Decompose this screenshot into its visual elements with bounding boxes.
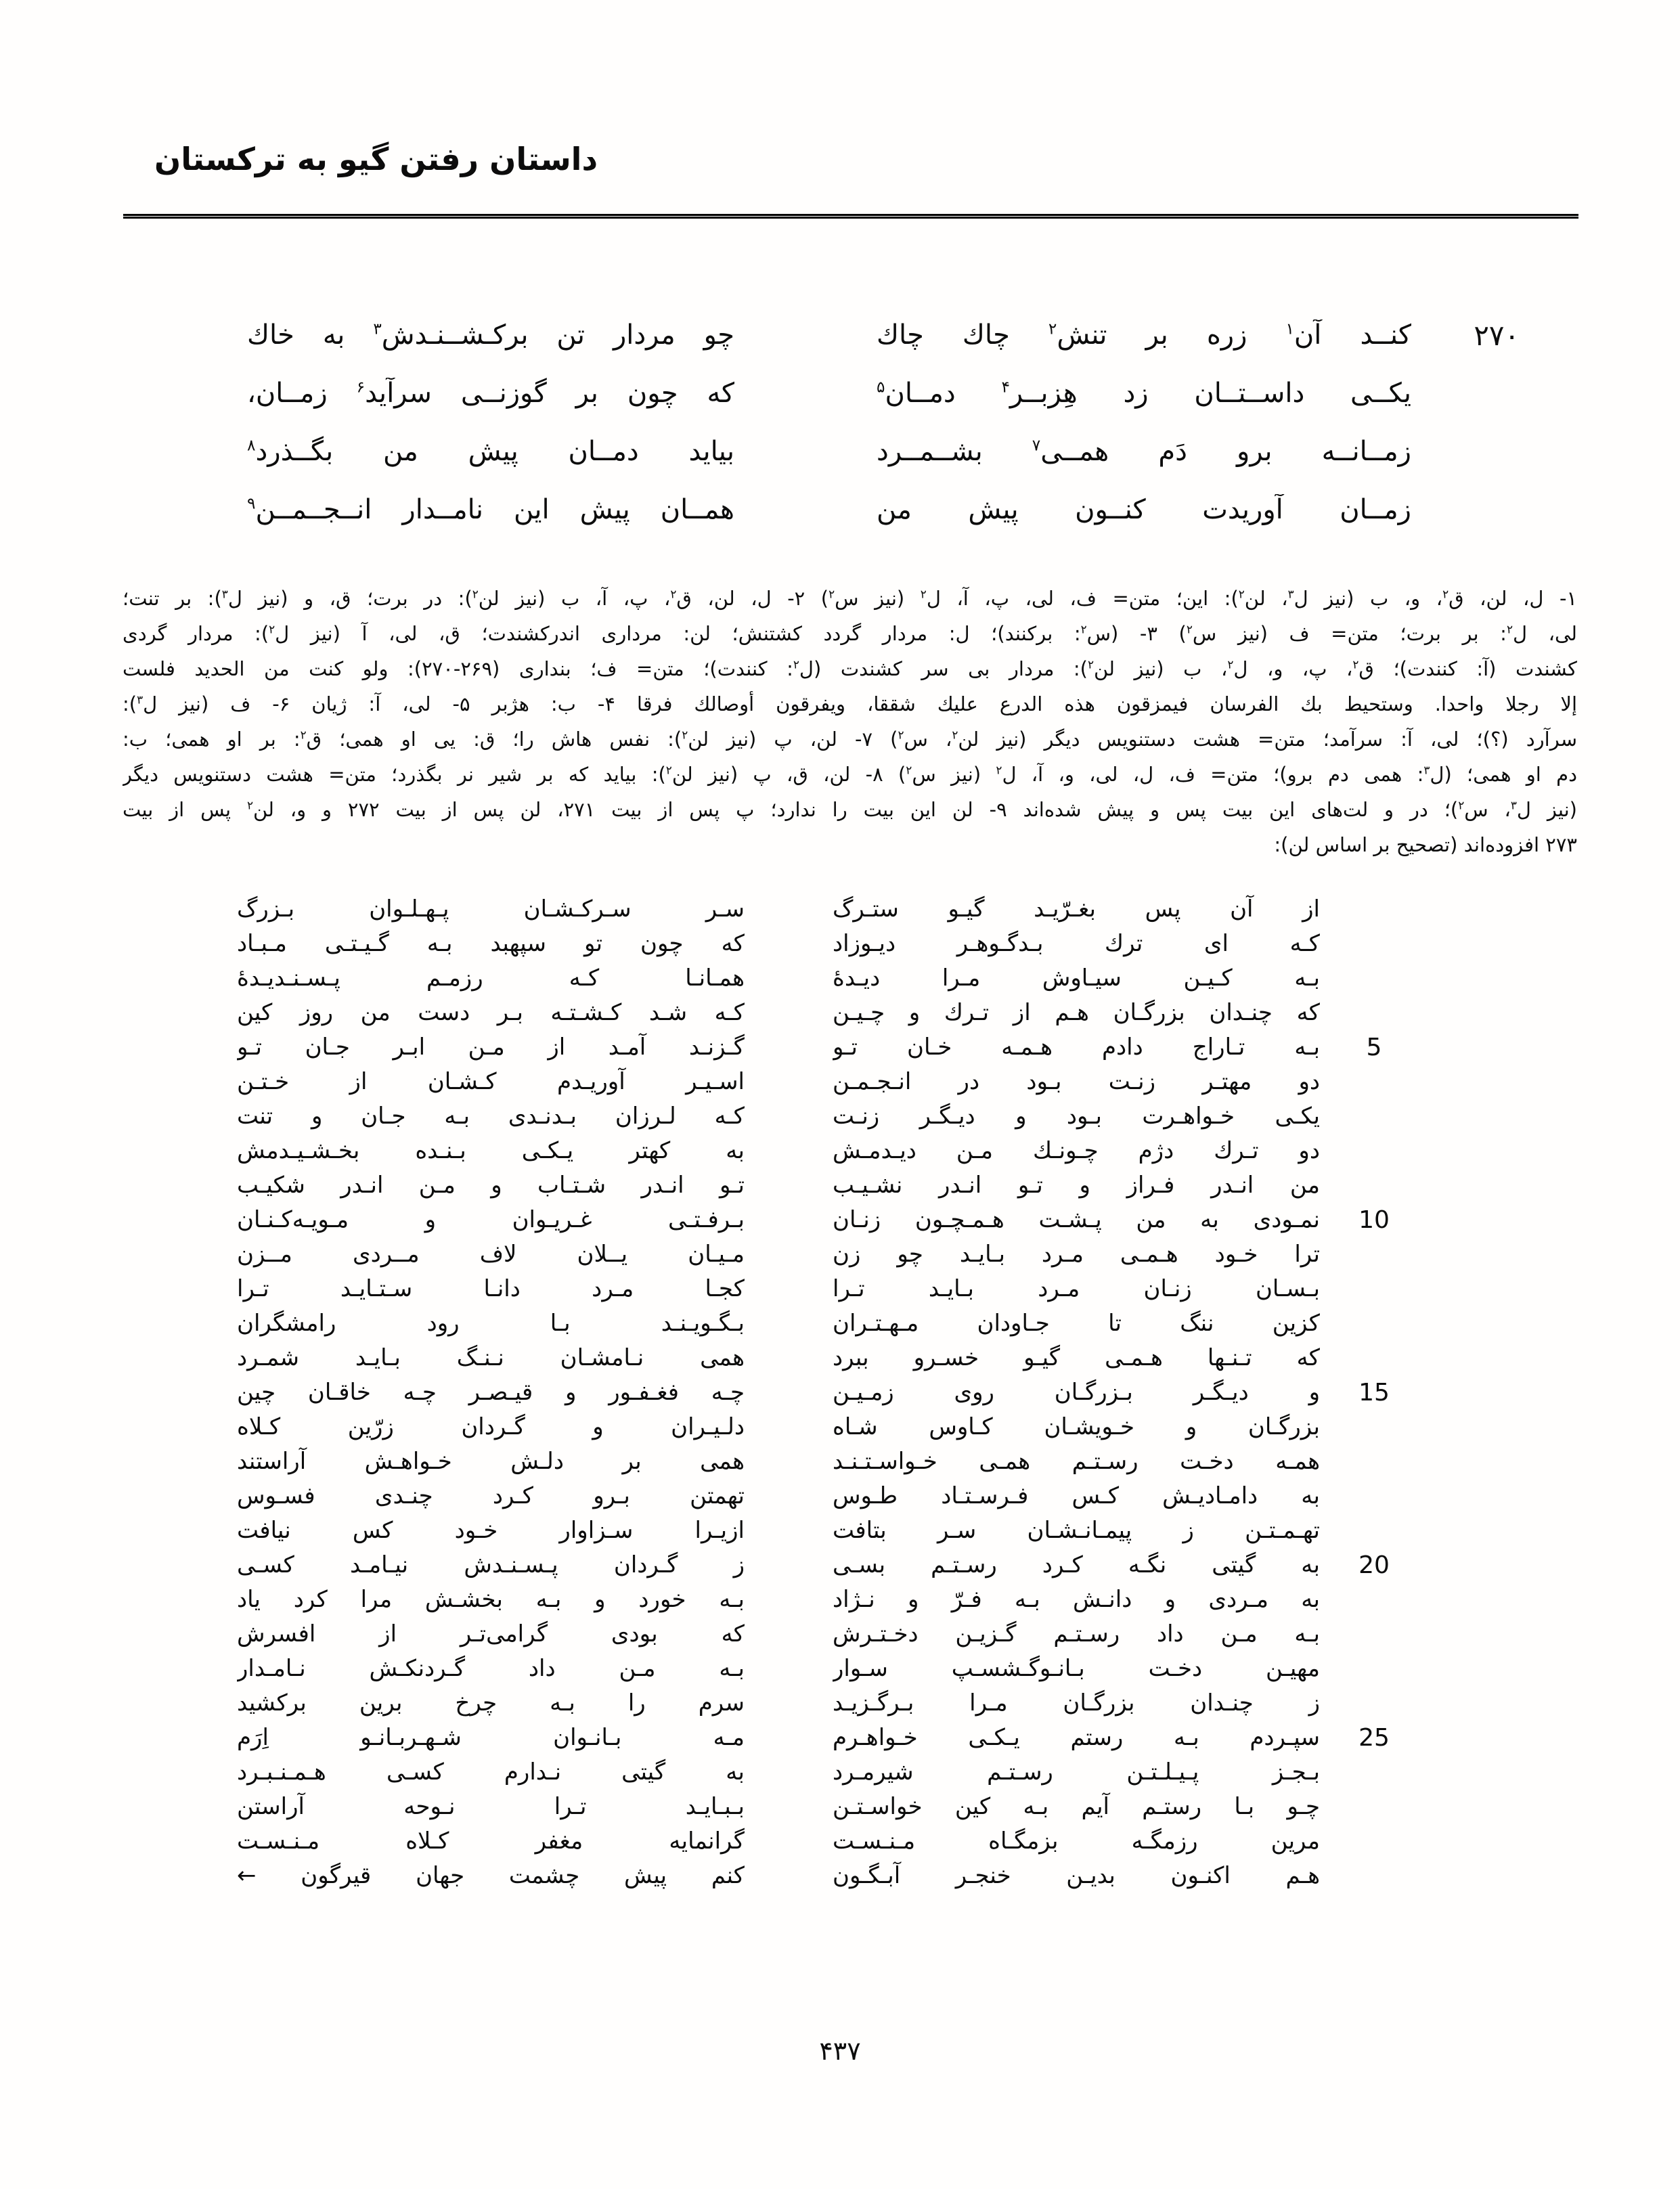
hemistich-right: بزرگـان و خـویشـان كـاوس شـاه: [833, 1413, 1320, 1440]
apparatus-line: لی، ل$^۲$: بر برت؛ متن= ف (نیز س$^۲$) ۳- (س$^۲$: بركنند)؛ ل: مردار گردد كشتنش؛ لن: مرداری اندركشندت؛ ق، لی، آ (نیز ل$^۲$): مردار گردی: [123, 622, 1577, 645]
poem-columns: [237, 892, 1394, 1893]
hemistich-right: ترا خـود هـمـی مـرد بـایـد چو زن: [833, 1241, 1320, 1268]
hemistich-left: بـرفـتـی غـریـوان و مـویـه‌كـنـان: [237, 1206, 745, 1233]
apparatus-line: إلا رجلا واحدا. وستحیط بك الفرسان فیمزقون هذه الدرع علیك شققا، ویفرقون أوصالك فرقا ۴- ب: هژبر ۵- لی، آ: ژیان ۶- ف (نیز ل$^۳$):: [123, 692, 1577, 715]
poem-bayt-row: [237, 1341, 1394, 1375]
poem-bayt-row: [237, 1410, 1394, 1444]
verse-rows: [247, 306, 1520, 539]
hemistich-left: بـگـویـنـد بـا رود رامشگران: [237, 1310, 745, 1337]
poem-bayt-row: [237, 1134, 1394, 1168]
hemistich-right: ز چنـدان بزرگـان مـرا بـرگـزیـد: [833, 1689, 1320, 1717]
verse-bayt-row: [247, 481, 1520, 539]
critical-apparatus: [123, 581, 1577, 862]
hemistich-right: كـه ای ترك بـدگـوهـر دیـوزاد: [833, 930, 1320, 957]
poem-line-number: 25: [1358, 1724, 1390, 1752]
hemistich-right: از آن پس بغـرّیـد گیـو ستـرگ: [833, 896, 1320, 923]
poem-bayt-row: [237, 1030, 1394, 1065]
hemistich-left: كجـا مـرد دانـا سـتـایـد تـرا: [237, 1275, 745, 1302]
hemistich-left: مـیـان یــلان لاف مــردی مــزن: [237, 1241, 745, 1268]
hemistich-right: یكــی داســتــان زد هِزبــر$^۴$ دمــان$^۵$: [877, 378, 1411, 409]
hemistich-right: كه چنـدان بزرگـان هـم از تـرك و چـیـن: [833, 999, 1320, 1026]
verse-bayt-row: [247, 306, 1520, 364]
hemistich-left: به كهتر یـكـی بـنـده بخـشـیـدمش: [237, 1137, 745, 1164]
hemistich-left: چو مردار تن بركـشــنـدش$^۳$ به خاك: [247, 319, 734, 351]
hemistich-left: تـو انـدر شـتـاب و مـن انـدر شكیـب: [237, 1172, 745, 1199]
hemistich-left: گـزنـد آمـد از مـن ابـر جـان تـو: [237, 1034, 745, 1061]
poem-bayt-row: [237, 1513, 1394, 1548]
hemistich-right: بـه تـاراج دادم هـمـه خـان تـو: [833, 1034, 1320, 1061]
apparatus-line: ۱- ل، لن، ق$^۲$، و، ب (نیز ل$^۳$، لن$^۲$): این؛ متن= ف، لی، پ، آ، ل$^۲$ (نیز س$^۲$) ۲- ل، لن، ق$^۲$، پ، آ، ب (نیز لن$^۲$): در برت؛ ق، و (نیز ل$^۳$): بر تنت؛: [123, 587, 1577, 610]
poem-bayt-row: [237, 1686, 1394, 1721]
hemistich-right: چـو بـا رستـم آیم بـه كین خواسـتـن: [833, 1793, 1320, 1820]
chapter-title: داستان رفتن گیو به ترکستان: [154, 141, 598, 177]
hemistich-right: دو تـرك دژم چـونـك مـن دیـدمـش: [833, 1137, 1320, 1164]
apparatus-line: كشندت (آ: كنندت)؛ ق$^۲$، پ، و، ل$^۲$، ب (نیز لن$^۲$): مردار بی سر كشندت (ل$^۲$: كنندت)؛ متن= ف؛ بنداری (۲۶۹-۲۷۰): ولو كنت من الحدید فلست: [123, 657, 1577, 680]
hemistich-left: دلـیـران و گـردان زرّین كـلاه: [237, 1413, 745, 1440]
hemistich-right: كنــد آن$^۱$ زره بر تنش$^۲$ چاك چاك: [877, 319, 1411, 351]
hemistich-right: مرین رزمگـه بزمگـاه مـنـسـت: [833, 1828, 1320, 1855]
poem-bayt-row: [237, 1272, 1394, 1306]
verse-bayt-row: [247, 364, 1520, 422]
poem-line-number: 5: [1366, 1034, 1382, 1061]
hemistich-right: به مـردی و دانـش بـه فـرّ و نـژاد: [833, 1586, 1320, 1613]
apparatus-lines: [123, 581, 1577, 862]
hemistich-left: بـه مـن داد گـردنكـش نـامـدار: [237, 1655, 745, 1682]
hemistich-left: سرم را بـه چرخ برین بركشید: [237, 1689, 745, 1717]
poem-bayt-row: [237, 1824, 1394, 1859]
poem-bayt-row: [237, 1306, 1394, 1341]
apparatus-line: ۲۷۳ افزوده‌اند (تصحیح بر اساس لن):: [1274, 833, 1577, 856]
hemistich-right: كزین ننگ تا جـاودان مـهـتـران: [833, 1310, 1320, 1337]
poem-bayt-row: [237, 996, 1394, 1030]
hemistich-right: به گیتی نگـه كـرد رسـتـم بسـی: [833, 1551, 1320, 1578]
hemistich-left: تهمتن بـرو كـرد چنـدی فسـوس: [237, 1482, 745, 1509]
poem-bayt-row: [237, 1168, 1394, 1203]
poem-bayt-row: [237, 1617, 1394, 1652]
poem-bayt-row: [237, 1583, 1394, 1617]
hemistich-right: یكـی خـواهـرت بـود و دیـگـر زنـت: [833, 1103, 1320, 1130]
hemistich-left: همـانـا كـه رزمـم پـسـنـدیـدهٔ: [237, 965, 745, 992]
hemistich-right: من انـدر فـراز و تـو انـدر نشـیـب: [833, 1172, 1320, 1199]
poem-bayt-row: [237, 1203, 1394, 1237]
poem-bayt-row: [237, 1479, 1394, 1513]
hemistich-left: چـه فغـفـور و قیـصـر چـه خاقـان چین: [237, 1379, 745, 1406]
hemistich-left: كه بودی گرامی‌تـر از افسرش: [237, 1620, 745, 1648]
hemistich-left: بیاید دمــان پیش من بگــذرد$^۸$: [247, 436, 734, 467]
hemistich-right: هـم اكنـون بدیـن خنجـر آبـگـون: [833, 1862, 1320, 1889]
poem-bayt-row: [237, 1237, 1394, 1272]
poem-bayt-row: [237, 892, 1394, 927]
hemistich-right: سپـردم بـه رستم یـكـی خـواهـرم: [833, 1724, 1320, 1751]
apparatus-line: دم او همی؛ (ل$^۳$: همی دم برو)؛ متن= ف، ل، لی، و، آ، ل$^۲$ (نیز س$^۲$) ۸- لن، ق، پ (نیز لن$^۲$): بیاید كه بر شیر نر بگذرد؛ متن= هشت دستنویس دیگر: [123, 763, 1577, 786]
poem-bayt-row: [237, 1375, 1394, 1410]
hemistich-right: تهـمـتـن ز پیمـانـشـان سـر بتافت: [833, 1517, 1320, 1544]
hemistich-left: همی نـامشـان نـنـگ بـایـد شمـرد: [237, 1344, 745, 1371]
poem-line-number: 10: [1358, 1206, 1390, 1234]
poem-bayt-row: [237, 1652, 1394, 1686]
hemistich-left: كـه شـد كـشـتـه بـر دست من روز كین: [237, 999, 745, 1026]
poem-bayt-row: [237, 927, 1394, 961]
hemistich-right: همـه دخـت رسـتـم همـی خـواسـتـنـد: [833, 1448, 1320, 1475]
hemistich-left: كـه لـرزان بـدنـدی بـه جـان و تنت: [237, 1103, 745, 1130]
hemistich-left: كه چون تو سپهبد بـه گـیـتـی مـبـاد: [237, 930, 745, 957]
verse-bayt-row: [247, 422, 1520, 481]
hemistich-right: كه تـنـها هـمـی گیـو خسـرو ببرد: [833, 1344, 1320, 1371]
hemistich-left: اسـیـر آوریـدم كـشـان از خـتـن: [237, 1068, 745, 1095]
poem-bayt-row: [237, 1065, 1394, 1099]
hemistich-right: مهیـن دخـت بـانـوگـشسـپ سـوار: [833, 1655, 1320, 1682]
hemistich-right: و دیـگـر بـزرگـان روی زمـیـن: [833, 1379, 1320, 1406]
header-rule: [123, 214, 1578, 219]
hemistich-left: ز گـردان پـسـنـدش نیـامـد كسـی: [237, 1551, 745, 1578]
hemistich-right: نمـودی به من پـشـت هـمـچـون زنـان: [833, 1206, 1320, 1233]
hemistich-left: مـه بـانـوان شـهـربـانـو اِرَم: [237, 1724, 745, 1751]
hemistich-right: بـسـان زنـان مـرد بـایـد تـرا: [833, 1275, 1320, 1302]
hemistich-left: كنم پیش چشمت جهان قیرگون ←: [237, 1862, 745, 1889]
poem-bayt-row: [237, 1859, 1394, 1893]
verse-number: ۲۷۰: [1474, 318, 1520, 352]
hemistich-left: بـبـایـد تـرا نـوحه آراستن: [237, 1793, 745, 1820]
apparatus-line: سرآرد (؟)؛ لی، آ: سرآمد؛ متن= هشت دستنویس دیگر (نیز لن$^۲$، س$^۲$) ۷- لن، پ (نیز لن$^۲$): نفس هاش را؛ ق: یی او همی؛ ق$^۲$: بر او همی؛ ب:: [123, 728, 1577, 751]
hemistich-left: سـر سـركـشـان پـهـلـوان بـزرگ: [237, 896, 745, 923]
hemistich-right: بـجـز پـیـلـتـن رسـتـم شیرمـرد: [833, 1759, 1320, 1786]
poem-bayt-row: [237, 1548, 1394, 1583]
apparatus-line: (نیز ل$^۳$، س$^۲$)؛ در و لت‌های این بیت پس و پیش شده‌اند ۹- لن این بیت را ندارد؛ پ پس از بیت ۲۷۱، لن پس از بیت ۲۷۲ و و، لن$^۲$ پس از بیت: [123, 798, 1577, 821]
hemistich-left: همــان پیش این نامــدار انــجــمــن$^۹$: [247, 494, 734, 525]
poem-line-number: 20: [1358, 1551, 1390, 1579]
hemistich-left: ازیـرا سـزاوار خـود كس نیافت: [237, 1517, 745, 1544]
page-number: ۴۳۷: [819, 2036, 861, 2066]
poem-bayt-row: [237, 1444, 1394, 1479]
hemistich-right: زمــانــه برو دَم همــی$^۷$ بشــمــرد: [877, 436, 1411, 467]
hemistich-left: گرانمایه مغفر كـلاه مـنـسـت: [237, 1828, 745, 1855]
hemistich-right: دو مهتـر زنـت بـود در انـجـمـن: [833, 1068, 1320, 1095]
hemistich-left: كه چون بر گوزنــی سرآید$^۶$ زمــان،: [247, 378, 734, 409]
hemistich-right: بـه مـن داد رسـتـم گـزیـن دخـتـرش: [833, 1620, 1320, 1648]
hemistich-left: به گیتی نـدارم كسـی هـمـنـبـرد: [237, 1759, 745, 1786]
hemistich-right: بـه كـیـن سیـاوش مـرا دیـدهٔ: [833, 965, 1320, 992]
poem-rows: [237, 892, 1394, 1893]
verse-270-block: [247, 306, 1520, 539]
poem-bayt-row: [237, 1721, 1394, 1755]
poem-bayt-row: [237, 1099, 1394, 1134]
poem-bayt-row: [237, 1755, 1394, 1790]
poem-bayt-row: [237, 1790, 1394, 1824]
hemistich-left: همی بر دلـش خـواهـش آراستند: [237, 1448, 745, 1475]
hemistich-left: بـه خورد و بـه بخشـش مرا كرد یاد: [237, 1586, 745, 1613]
hemistich-right: زمــان آوریدت كنــون پیش من: [877, 494, 1411, 525]
poem-line-number: 15: [1358, 1379, 1390, 1407]
hemistich-right: به دامـادیـش كـس فـرسـتـاد طـوس: [833, 1482, 1320, 1509]
poem-bayt-row: [237, 961, 1394, 996]
